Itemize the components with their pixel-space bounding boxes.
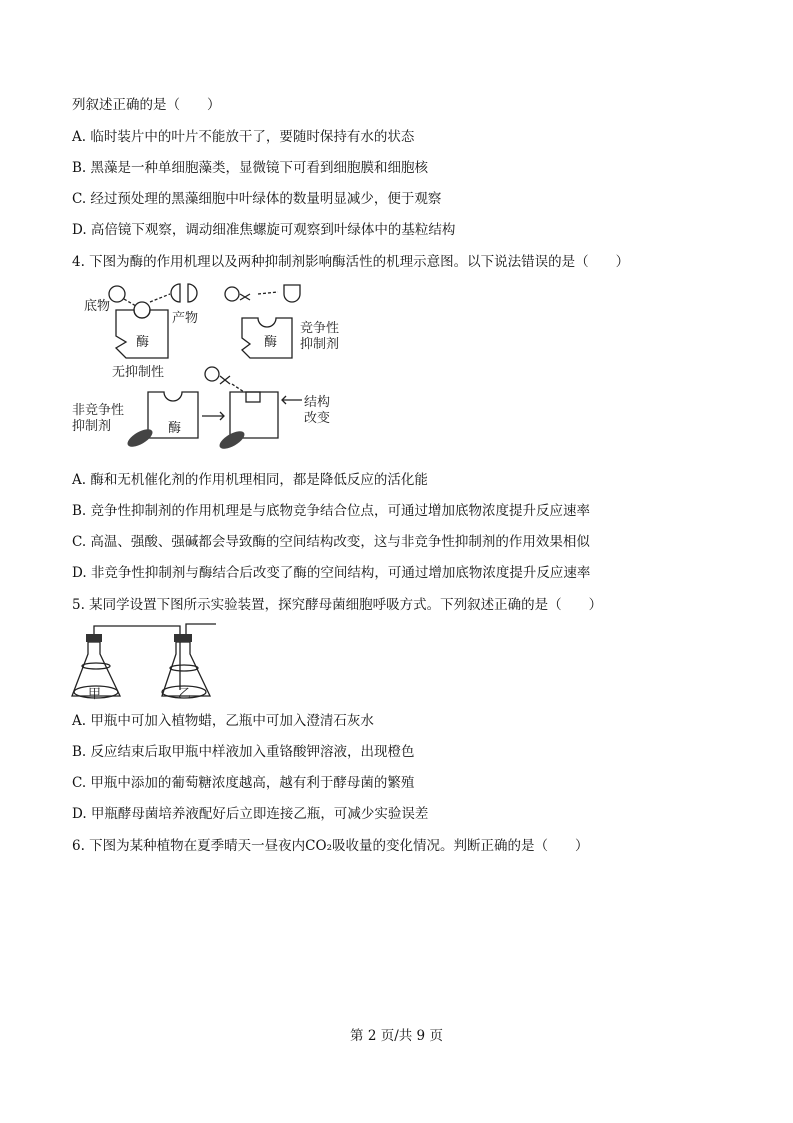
option-4a: A. 酶和无机催化剂的作用机理相同，都是降低反应的活化能 [72, 472, 428, 488]
label-enzyme-3: 酶 [168, 421, 182, 436]
label-competitive-2: 抑制剂 [300, 337, 340, 352]
question-6-stem: 6. 下图为某种植物在夏季晴天一昼夜内CO₂吸收量的变化情况。判断正确的是（ ） [72, 838, 589, 854]
option-5b: B. 反应结束后取甲瓶中样液加入重铬酸钾溶液，出现橙色 [72, 744, 415, 760]
label-flask-b: 乙 [178, 687, 192, 702]
option-4d: D. 非竞争性抑制剂与酶结合后改变了酶的空间结构，可通过增加底物浓度提升反应速率 [72, 565, 591, 581]
option-3c: C. 经过预处理的黑藻细胞中叶绿体的数量明显减少，便于观察 [72, 191, 442, 207]
flask-apparatus-figure [70, 620, 230, 704]
enzyme-altered-shape [230, 392, 278, 438]
option-3a: A. 临时装片中的叶片不能放干了，要随时保持有水的状态 [72, 129, 415, 145]
substrate-circle [109, 286, 125, 302]
label-product: 产物 [172, 311, 199, 326]
competitive-inhibitor-shape [284, 285, 300, 302]
noncompetitive-inhibitor-2 [217, 428, 247, 452]
connecting-tube [94, 626, 180, 636]
label-substrate: 底物 [84, 299, 111, 314]
enzyme-shape [116, 310, 168, 358]
label-no-inhibition: 无抑制性 [112, 365, 165, 380]
product-halves [171, 284, 197, 302]
stopper-b [174, 634, 192, 642]
label-structure-1: 结构 [304, 395, 331, 410]
option-4b: B. 竞争性抑制剂的作用机理是与底物竞争结合位点，可通过增加底物浓度提升反应速率 [72, 503, 591, 519]
label-flask-a: 甲 [88, 687, 102, 702]
label-competitive-1: 竞争性 [300, 321, 340, 336]
label-enzyme-2: 酶 [264, 335, 278, 350]
label-structure-2: 改变 [304, 411, 331, 426]
option-5c: C. 甲瓶中添加的葡萄糖浓度越高，越有利于酵母菌的繁殖 [72, 775, 415, 791]
option-5d: D. 甲瓶酵母菌培养液配好后立即连接乙瓶，可减少实验误差 [72, 806, 429, 822]
option-4c: C. 高温、强酸、强碱都会导致酶的空间结构改变，这与非竞争性抑制剂的作用效果相似 [72, 534, 590, 550]
option-3d: D. 高倍镜下观察，调动细准焦螺旋可观察到叶绿体中的基粒结构 [72, 222, 456, 238]
question-stem-continued: 列叙述正确的是（ ） [72, 97, 221, 113]
stopper-a [86, 634, 102, 642]
option-3b: B. 黑藻是一种单细胞藻类，显微镜下可看到细胞膜和细胞核 [72, 160, 429, 176]
enzyme-mechanism-figure [72, 280, 362, 460]
page-footer: 第 2 页/共 9 页 [350, 1028, 443, 1044]
label-enzyme-1: 酶 [136, 335, 150, 350]
label-noncompetitive-2: 抑制剂 [72, 419, 112, 434]
question-4-stem: 4. 下图为酶的作用机理以及两种抑制剂影响酶活性的机理示意图。以下说法错误的是（ ） [72, 254, 630, 270]
option-5a: A. 甲瓶中可加入植物蜡，乙瓶中可加入澄清石灰水 [72, 713, 374, 729]
question-5-stem: 5. 某同学设置下图所示实验装置，探究酵母菌细胞呼吸方式。下列叙述正确的是（ ） [72, 597, 603, 613]
label-noncompetitive-1: 非竞争性 [72, 403, 125, 418]
